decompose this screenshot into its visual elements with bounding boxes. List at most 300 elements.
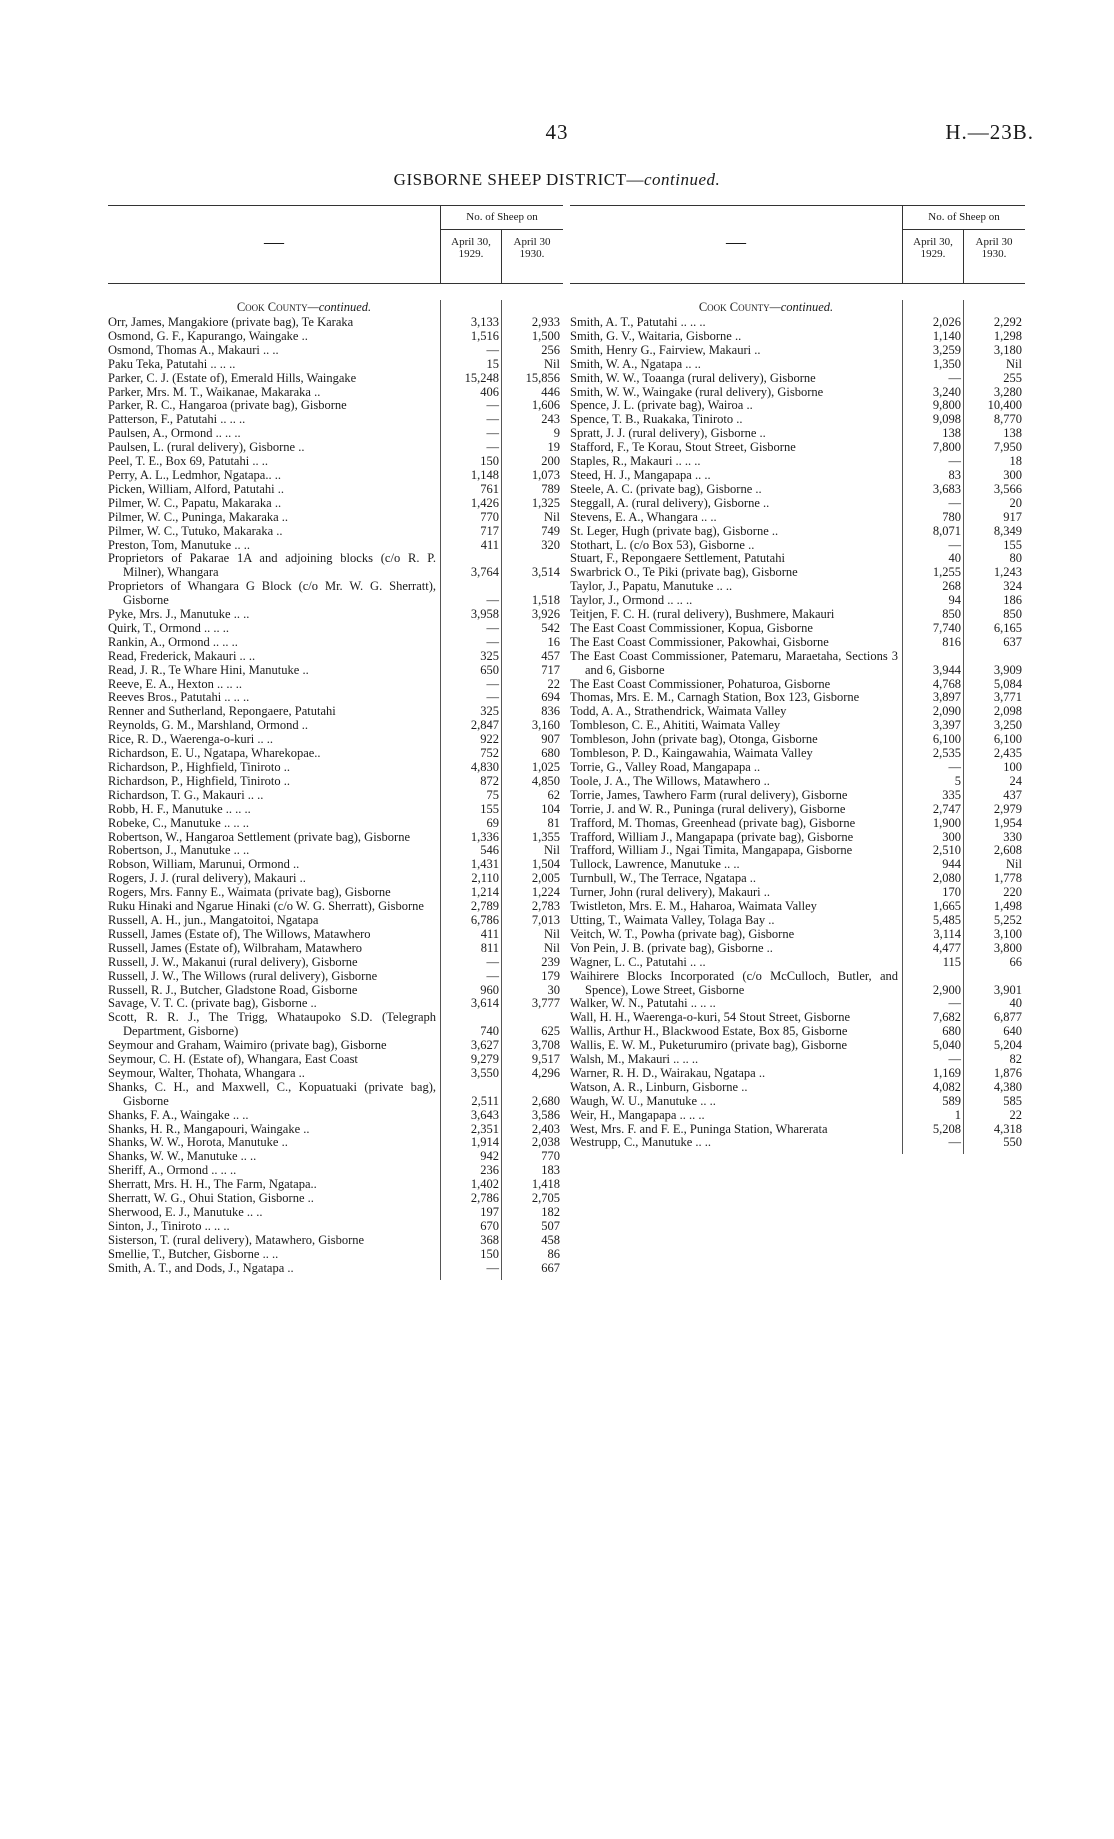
sheep-1930: 100	[1003, 760, 1022, 774]
table-row	[570, 872, 1025, 886]
sheep-1929: 3,550	[470, 1065, 499, 1080]
table-row	[570, 970, 1025, 998]
owner-name: Spratt, J. J. (rural delivery), Gisborne ..	[570, 426, 766, 441]
right-rows	[570, 316, 1025, 1150]
sheep-1930: 3,771	[993, 690, 1022, 705]
sheep-1929: 3,958	[470, 607, 499, 622]
sheep-1929: 150	[480, 454, 499, 469]
sheep-1929: 9,098	[932, 412, 961, 427]
owner-name: Russell, J. W., Makanui (rural delivery), Gisborne	[108, 954, 358, 969]
table-row	[570, 566, 1025, 580]
table-row	[108, 817, 563, 831]
sheep-1929: 5,040	[932, 1038, 961, 1053]
owner-name: Russell, J. W., The Willows (rural delivery), Gisborne	[108, 968, 378, 983]
table-row	[570, 733, 1025, 747]
sheep-1929: 2,535	[932, 746, 961, 761]
sheep-1929: 75	[486, 787, 499, 802]
sheep-1929: —	[948, 454, 961, 469]
table-row	[108, 928, 563, 942]
owner-name: Robeke, C., Manutuke .. .. ..	[108, 815, 249, 830]
table-row	[108, 900, 563, 914]
sheep-1929: 155	[480, 801, 499, 816]
sheep-1930: 239	[541, 954, 560, 969]
owner-name: Perry, A. L., Ledmhor, Ngatapa.. ..	[108, 467, 281, 482]
sheep-1930: 1,954	[993, 815, 1022, 830]
sheep-1930: 694	[541, 690, 560, 705]
sheep-1930: 300	[1003, 467, 1022, 482]
table-row	[570, 539, 1025, 553]
owner-name: Sherratt, W. G., Ohui Station, Gisborne ..	[108, 1191, 314, 1206]
sheep-1930: 1,876	[993, 1065, 1022, 1080]
sheep-1929: 1,914	[470, 1135, 499, 1150]
owner-name: Osmond, Thomas A., Makauri .. ..	[108, 342, 279, 357]
sheep-1930: 220	[1003, 885, 1022, 900]
sheep-1929: —	[948, 1135, 961, 1150]
table-row	[570, 1123, 1025, 1137]
table-row	[570, 789, 1025, 803]
sheep-1929: —	[486, 620, 499, 635]
table-row	[570, 372, 1025, 386]
sheep-1929: 3,897	[932, 690, 961, 705]
owner-name: Wagner, L. C., Patutahi .. ..	[570, 954, 706, 969]
sheep-1929: 811	[480, 940, 499, 955]
sheep-1930: 446	[541, 384, 560, 399]
owner-name: Seymour, Walter, Thohata, Whangara ..	[108, 1065, 305, 1080]
sheep-1929: —	[486, 676, 499, 691]
sheep-1930: 86	[547, 1246, 560, 1261]
table-row	[570, 330, 1025, 344]
sheep-1930: 4,296	[531, 1065, 560, 1080]
county-name: Cook County	[698, 300, 770, 314]
sheep-1930: 1,325	[531, 495, 560, 510]
sheep-1929: 1,431	[470, 857, 499, 872]
table-row	[108, 1081, 563, 1109]
sheep-1929: 944	[942, 857, 961, 872]
table-row	[108, 358, 563, 372]
table-row	[108, 984, 563, 998]
table-row	[570, 900, 1025, 914]
sheep-1930: 3,180	[993, 342, 1022, 357]
left-table-body	[108, 300, 563, 1276]
sheep-1930: Nil	[544, 509, 560, 524]
table-row	[108, 330, 563, 344]
sheep-1930: 1,518	[531, 593, 560, 608]
sheep-1930: 1,498	[993, 899, 1022, 914]
sheep-1929: 1	[954, 1107, 961, 1122]
sheep-1930: 2,705	[531, 1191, 560, 1206]
owner-name: Richardson, T. G., Makauri .. ..	[108, 787, 264, 802]
owner-name: Scott, R. R. J., The Trigg, Whataupoko S.D. (Telegraph Department, Gisborne)	[108, 1010, 436, 1039]
report-reference: H.—23B.	[945, 120, 1034, 144]
sheep-1930: 16	[547, 634, 560, 649]
sheep-1930: 907	[541, 732, 560, 747]
sheep-1929: 406	[480, 384, 499, 399]
owner-name: Turnbull, W., The Terrace, Ngatapa ..	[570, 871, 757, 886]
table-row	[570, 427, 1025, 441]
sheep-1929: 115	[942, 954, 961, 969]
sheep-1930: 2,403	[531, 1121, 560, 1136]
sheep-1930: 18	[1009, 454, 1022, 469]
owner-name: Proprietors of Pakarae 1A and adjoining blocks (c/o R. P. Milner), Whangara	[108, 551, 436, 580]
sheep-1930: 3,160	[531, 718, 560, 733]
owner-name: Pilmer, W. C., Papatu, Makaraka ..	[108, 495, 282, 510]
owner-name: Quirk, T., Ormond .. .. ..	[108, 620, 230, 635]
owner-name: Smith, W. W., Toaanga (rural delivery), Gisborne	[570, 370, 816, 385]
table-row	[108, 678, 563, 692]
sheep-1929: 7,800	[932, 440, 961, 455]
sheep-1929: 3,764	[470, 565, 499, 580]
owner-name: Richardson, P., Highfield, Tiniroto ..	[108, 773, 290, 788]
sheep-1930: 680	[541, 746, 560, 761]
county-continued: —continued.	[769, 300, 834, 314]
table-row	[108, 469, 563, 483]
sheep-1929: 8,071	[932, 523, 961, 538]
sheep-1929: 197	[480, 1205, 499, 1219]
table-row	[108, 511, 563, 525]
sheep-1929: —	[486, 968, 499, 983]
sheep-1930: 186	[1003, 593, 1022, 608]
sheep-1930: 80	[1009, 551, 1022, 566]
sheep-1930: 138	[1003, 426, 1022, 441]
owner-name: Torrie, G., Valley Road, Mangapapa ..	[570, 760, 761, 774]
sheep-1929: 300	[942, 829, 961, 844]
sheep-1929: 3,133	[470, 315, 499, 329]
owner-name: Trafford, M. Thomas, Greenhead (private bag), Gisborne	[570, 815, 856, 830]
table-row	[570, 1136, 1025, 1150]
owner-name: Wallis, Arthur H., Blackwood Estate, Box 85, Gisborne	[570, 1024, 848, 1039]
sheep-1929: 1,426	[470, 495, 499, 510]
sheep-1930: 457	[541, 648, 560, 663]
header-april-1930	[501, 230, 562, 283]
table-row	[108, 956, 563, 970]
sheep-1929: 2,510	[932, 843, 961, 858]
sheep-1929: 7,682	[932, 1010, 961, 1025]
sheep-1930: 917	[1003, 509, 1022, 524]
owner-name: The East Coast Commissioner, Pohaturoa, Gisborne	[570, 676, 831, 691]
table-row	[570, 1053, 1025, 1067]
owner-name: Steele, A. C. (private bag), Gisborne ..	[570, 481, 762, 496]
sheep-1930: 19	[547, 440, 560, 455]
sheep-1930: Nil	[1006, 356, 1022, 371]
owner-name: Westrupp, C., Manutuke .. ..	[570, 1135, 711, 1150]
sheep-1929: 922	[480, 732, 499, 747]
sheep-1929: 325	[480, 704, 499, 719]
sheep-1930: 183	[541, 1163, 560, 1178]
sheep-1929: 5	[954, 773, 961, 788]
owner-name: Russell, James (Estate of), Wilbraham, Matawhero	[108, 940, 363, 955]
owner-name: Parker, C. J. (Estate of), Emerald Hills, Waingake	[108, 370, 357, 385]
sheep-1929: —	[948, 495, 961, 510]
sheep-1930: 3,901	[993, 982, 1022, 997]
owner-name: Reynolds, G. M., Marshland, Ormond ..	[108, 718, 308, 733]
sheep-1929: —	[486, 342, 499, 357]
sheep-1930: 2,783	[531, 899, 560, 914]
sheep-1930: 5,252	[993, 912, 1022, 927]
sheep-1930: 22	[547, 676, 560, 691]
owner-name: Tombleson, P. D., Kaingawahia, Waimata Valley	[570, 746, 813, 761]
sheep-1930: 3,100	[993, 926, 1022, 941]
owner-name: Patterson, F., Patutahi .. .. ..	[108, 412, 246, 427]
owner-name: Seymour and Graham, Waimiro (private bag), Gisborne	[108, 1038, 387, 1053]
left-column-table	[108, 205, 563, 1276]
table-row	[570, 413, 1025, 427]
owner-name: Thomas, Mrs. E. M., Carnagh Station, Box 123, Gisborne	[570, 690, 860, 705]
sheep-1930: Nil	[1006, 857, 1022, 872]
sheep-1929: 717	[480, 523, 499, 538]
sheep-1929: 3,397	[932, 718, 961, 733]
sheep-1930: 10,400	[987, 398, 1022, 413]
owner-name: Smith, G. V., Waitaria, Gisborne ..	[570, 328, 742, 343]
sheep-1930: 2,680	[531, 1093, 560, 1108]
sheep-1929: 1,214	[470, 885, 499, 900]
sheep-1930: 5,084	[993, 676, 1022, 691]
table-row	[108, 1150, 563, 1164]
sheep-1930: 3,800	[993, 940, 1022, 955]
table-row	[108, 552, 563, 580]
sheep-1929: 15,248	[464, 370, 499, 385]
sheep-1930: 30	[547, 982, 560, 997]
table-row	[108, 719, 563, 733]
sheep-1930: 1,025	[531, 760, 560, 774]
sheep-1929: 816	[942, 634, 961, 649]
sheep-1930: 2,435	[993, 746, 1022, 761]
table-row	[108, 483, 563, 497]
table-row	[108, 650, 563, 664]
owner-name: Russell, A. H., jun., Mangatoitoi, Ngatapa	[108, 912, 319, 927]
table-row	[570, 594, 1025, 608]
owner-name: Toole, J. A., The Willows, Matawhero ..	[570, 773, 770, 788]
table-row	[108, 761, 563, 775]
sheep-1930: 1,243	[993, 565, 1022, 580]
sheep-1929: 3,614	[470, 996, 499, 1011]
sheep-1930: 1,504	[531, 857, 560, 872]
sheep-1929: 40	[948, 551, 961, 566]
sheep-1929: 368	[480, 1232, 499, 1247]
sheep-1929: 2,747	[932, 801, 961, 816]
owner-name: Torrie, J. and W. R., Puninga (rural delivery), Gisborne	[570, 801, 846, 816]
sheep-1929: 2,847	[470, 718, 499, 733]
table-row	[570, 525, 1025, 539]
sheep-1929: 268	[942, 579, 961, 594]
owner-name: Wallis, E. W. M., Puketurumiro (private bag), Gisborne	[570, 1038, 848, 1053]
sheep-1930: 749	[541, 523, 560, 538]
sheep-1929: 170	[942, 885, 961, 900]
sheep-1929: —	[948, 1052, 961, 1067]
county-continued: —continued.	[307, 300, 372, 314]
sheep-1930: Nil	[544, 843, 560, 858]
owner-name: Smith, A. T., Patutahi .. .. ..	[570, 315, 706, 329]
table-row	[570, 497, 1025, 511]
sheep-1930: 789	[541, 481, 560, 496]
sheep-1930: 1,298	[993, 328, 1022, 343]
sheep-1930: 3,586	[531, 1107, 560, 1122]
sheep-1929: 3,114	[933, 926, 961, 941]
sheep-1930: 1,500	[531, 328, 560, 343]
sheep-1930: 40	[1009, 996, 1022, 1011]
table-row	[108, 1123, 563, 1137]
right-column-table	[570, 205, 1025, 1150]
owner-name: Sisterson, T. (rural delivery), Matawhero, Gisborne	[108, 1232, 365, 1247]
owner-name: Rankin, A., Ormond .. .. ..	[108, 634, 238, 649]
header-april-1930-year: 1930.	[519, 248, 545, 260]
sheep-1929: 3,240	[932, 384, 961, 399]
owner-name: Sherwood, E. J., Manutuke .. ..	[108, 1205, 263, 1219]
table-row	[570, 775, 1025, 789]
sheep-1929: 7,740	[932, 620, 961, 635]
sheep-1930: 15,856	[525, 370, 560, 385]
sheep-1930: 1,778	[993, 871, 1022, 886]
table-row	[570, 803, 1025, 817]
owner-name: Robertson, J., Manutuke .. ..	[108, 843, 250, 858]
sheep-1930: 2,933	[531, 315, 560, 329]
sheep-1929: —	[948, 370, 961, 385]
table-row	[570, 761, 1025, 775]
sheep-1930: 5,204	[993, 1038, 1022, 1053]
table-row	[108, 1053, 563, 1067]
owner-name: Staples, R., Makauri .. .. ..	[570, 454, 701, 469]
sheep-1929: 1,350	[932, 356, 961, 371]
owner-name: Stothart, L. (c/o Box 53), Gisborne ..	[570, 537, 755, 552]
sheep-1929: 236	[480, 1163, 499, 1178]
sheep-1929: 9,800	[932, 398, 961, 413]
table-row	[108, 858, 563, 872]
table-row	[108, 942, 563, 956]
table-row	[570, 747, 1025, 761]
owner-name: Steggall, A. (rural delivery), Gisborne ..	[570, 495, 770, 510]
sheep-1929: 2,026	[932, 315, 961, 329]
owner-name: Taylor, J., Ormond .. .. ..	[570, 593, 693, 608]
page-heading	[0, 170, 1114, 190]
table-row	[108, 622, 563, 636]
owner-name: Smellie, T., Butcher, Gisborne .. ..	[108, 1246, 279, 1261]
sheep-1930: 2,005	[531, 871, 560, 886]
table-row	[108, 844, 563, 858]
sheep-1930: Nil	[544, 356, 560, 371]
table-row	[570, 691, 1025, 705]
sheep-1930: 6,100	[993, 732, 1022, 747]
sheep-1929: 15	[486, 356, 499, 371]
owner-name: Shanks, W. W., Manutuke .. ..	[108, 1149, 257, 1164]
header-april-1930-date: April 30	[975, 236, 1013, 248]
table-row	[108, 441, 563, 455]
table-row	[570, 956, 1025, 970]
sheep-1929: —	[486, 412, 499, 427]
sheep-1929: 4,477	[932, 940, 961, 955]
sheep-1929: 325	[480, 648, 499, 663]
table-row	[570, 1011, 1025, 1025]
sheep-1929: 3,259	[932, 342, 961, 357]
table-row	[108, 1109, 563, 1123]
sheep-1930: 3,514	[531, 565, 560, 580]
table-row	[570, 678, 1025, 692]
table-row	[570, 580, 1025, 594]
header-april-1929	[902, 230, 963, 283]
table-row	[108, 705, 563, 719]
owner-name: Wall, H. H., Waerenga-o-kuri, 54 Stout Street, Gisborne	[570, 1010, 850, 1025]
owner-name: Reeve, E. A., Hexton .. .. ..	[108, 676, 243, 691]
table-row	[570, 386, 1025, 400]
owner-name: Read, J. R., Te Whare Hini, Manutuke ..	[108, 662, 309, 677]
table-row	[108, 1067, 563, 1081]
left-rows	[108, 316, 563, 1276]
owner-name: Tullock, Lawrence, Manutuke .. ..	[570, 857, 740, 872]
sheep-1929: 780	[942, 509, 961, 524]
table-row	[570, 719, 1025, 733]
sheep-1930: 243	[541, 412, 560, 427]
sheep-1929: 1,665	[932, 899, 961, 914]
table-row	[108, 525, 563, 539]
heading-main: GISBORNE SHEEP DISTRICT—	[393, 170, 645, 189]
sheep-1929: 2,511	[471, 1093, 499, 1108]
sheep-1930: 640	[1003, 1024, 1022, 1039]
sheep-1929: 2,351	[470, 1121, 499, 1136]
sheep-1929: 3,627	[470, 1038, 499, 1053]
sheep-1930: 3,708	[531, 1038, 560, 1053]
sheep-1929: —	[948, 996, 961, 1011]
sheep-1930: 256	[541, 342, 560, 357]
table-row	[108, 886, 563, 900]
table-row	[108, 775, 563, 789]
owner-name: Spence, T. B., Ruakaka, Tiniroto ..	[570, 412, 743, 427]
sheep-1930: 3,926	[531, 607, 560, 622]
owner-name: Waihirere Blocks Incorporated (c/o McCulloch, Butler, and Spence), Lowe Street, Gisborne	[570, 968, 898, 997]
owner-name: Torrie, James, Tawhero Farm (rural delivery), Gisborne	[570, 787, 848, 802]
sheep-1929: 3,944	[932, 662, 961, 677]
owner-name: Read, Frederick, Makauri .. ..	[108, 648, 256, 663]
right-table-body	[570, 300, 1025, 1150]
sheep-1930: 3,777	[531, 996, 560, 1011]
owner-name: Robson, William, Marunui, Ormond ..	[108, 857, 300, 872]
owner-name: Reeves Bros., Patutahi .. .. ..	[108, 690, 250, 705]
owner-name: Shanks, C. H., and Maxwell, C., Kopuatuaki (private bag), Gisborne	[108, 1079, 436, 1108]
sheep-1929: 1,148	[470, 467, 499, 482]
table-row	[570, 831, 1025, 845]
owner-name: Spence, J. L. (private bag), Wairoa ..	[570, 398, 753, 413]
sheep-1930: 2,608	[993, 843, 1022, 858]
owner-name: Stuart, F., Repongaere Settlement, Patutahi	[570, 551, 785, 566]
sheep-1930: 4,850	[531, 773, 560, 788]
sheep-1929: 761	[480, 481, 499, 496]
header-april-1929-year: 1929.	[458, 248, 484, 260]
owner-name: Smith, A. T., and Dods, J., Ngatapa ..	[108, 1260, 294, 1275]
owner-name: Parker, Mrs. M. T., Waikanae, Makaraka ..	[108, 384, 321, 399]
table-row	[108, 539, 563, 553]
owner-name: Renner and Sutherland, Repongaere, Patutahi	[108, 704, 336, 719]
table-row	[108, 747, 563, 761]
owner-name: Robertson, W., Hangaroa Settlement (private bag), Gisborne	[108, 829, 411, 844]
owner-name: Rogers, Mrs. Fanny E., Waimata (private bag), Gisborne	[108, 885, 391, 900]
sheep-1929: 4,768	[932, 676, 961, 691]
sheep-1929: 4,082	[932, 1079, 961, 1094]
table-row	[108, 1248, 563, 1262]
sheep-1929: 2,900	[932, 982, 961, 997]
sheep-1929: 1,336	[470, 829, 499, 844]
sheep-1930: 3,280	[993, 384, 1022, 399]
table-row	[108, 413, 563, 427]
sheep-1929: —	[486, 426, 499, 441]
owner-name: Swarbrick O., Te Piki (private bag), Gisborne	[570, 565, 798, 580]
sheep-1929: 942	[480, 1149, 499, 1164]
sheep-1930: 1,418	[531, 1177, 560, 1192]
sheep-1929: 960	[480, 982, 499, 997]
table-row	[108, 636, 563, 650]
sheep-1929: 2,090	[932, 704, 961, 719]
sheep-1929: 2,110	[471, 871, 499, 886]
sheep-1930: Nil	[544, 940, 560, 955]
owner-name: Von Pein, J. B. (private bag), Gisborne ..	[570, 940, 773, 955]
sheep-1930: 8,770	[993, 412, 1022, 427]
table-row	[570, 469, 1025, 483]
